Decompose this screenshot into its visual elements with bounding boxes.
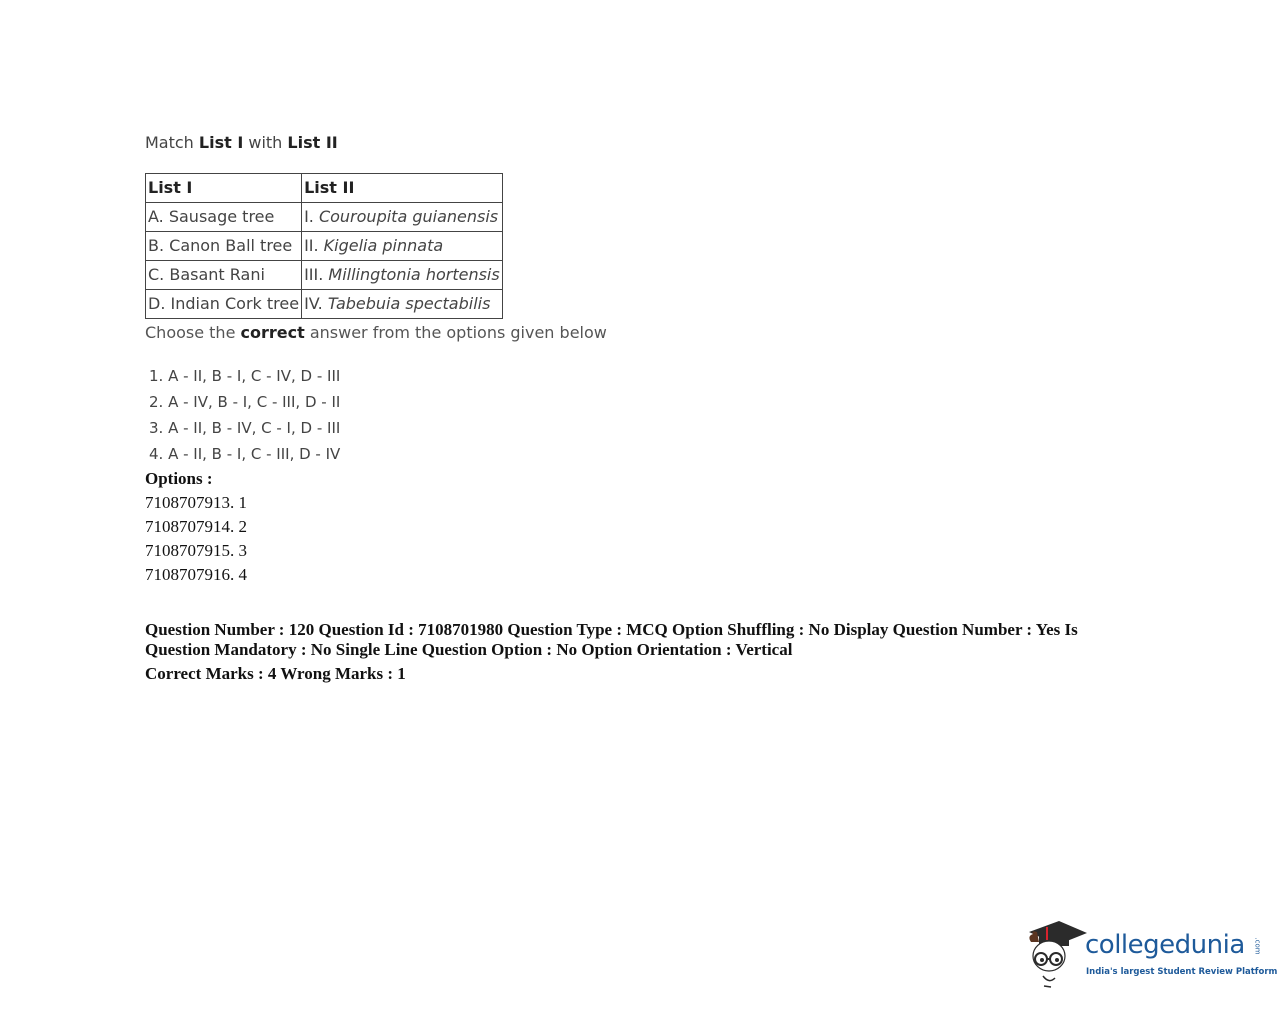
species-name: Couroupita guianensis [318, 207, 499, 226]
answer-list [149, 363, 745, 467]
roman-numeral: IV. [304, 294, 328, 313]
option-id-line: 7108707914. 2 [145, 517, 247, 536]
question-intro [145, 132, 745, 154]
table-row [146, 261, 503, 290]
table-cell-left: C. Basant Rani [146, 261, 302, 290]
logo-tagline: India's largest Student Review Platform [1086, 967, 1278, 977]
meta-line-2: Question Mandatory : No Single Line Question Option : No Option Orientation : Vertical [145, 640, 793, 659]
roman-numeral: III. [304, 265, 329, 284]
logo-wordmark: collegedunia [1085, 930, 1245, 960]
graduate-mascot-icon [1025, 918, 1087, 990]
intro-list2: List II [287, 133, 338, 152]
table-cell-left: A. Sausage tree [146, 203, 302, 232]
answer-item: 2. A - IV, B - I, C - III, D - II [149, 393, 341, 411]
roman-numeral: I. [304, 207, 319, 226]
table-cell-right [302, 261, 503, 290]
species-name: Tabebuia spectabilis [327, 294, 491, 313]
table-cell-right [302, 203, 503, 232]
intro-prefix: Match [145, 133, 199, 152]
options-heading: Options : [145, 469, 213, 488]
table-row [146, 232, 503, 261]
intro-list1: List I [198, 133, 244, 152]
table-cell-left: D. Indian Cork tree [146, 290, 302, 319]
logo-dotcom: .com [1253, 937, 1262, 955]
species-name: Kigelia pinnata [323, 236, 444, 255]
option-id-line: 7108707916. 4 [145, 565, 247, 584]
answer-item: 1. A - II, B - I, C - IV, D - III [149, 367, 341, 385]
marks-line: Correct Marks : 4 Wrong Marks : 1 [145, 664, 406, 683]
table-row [146, 290, 503, 319]
choose-suffix: answer from the options given below [304, 323, 607, 342]
choose-prefix: Choose the [145, 323, 241, 342]
table-cell-right [302, 290, 503, 319]
table-row [146, 203, 503, 232]
table-header-row [146, 174, 503, 203]
options-section [145, 467, 745, 587]
meta-line-1: Question Number : 120 Question Id : 7108701980 Question Type : MCQ Option Shuffling : No Display Question Number : Yes Is [145, 620, 1078, 639]
collegedunia-logo [1025, 918, 1278, 988]
table-header-list1: List I [146, 174, 302, 203]
match-table [145, 173, 503, 319]
choose-bold: correct [240, 323, 305, 342]
species-name: Millingtonia hortensis [328, 265, 500, 284]
answer-item: 3. A - II, B - IV, C - I, D - III [149, 419, 341, 437]
option-id-line: 7108707913. 1 [145, 493, 247, 512]
roman-numeral: II. [304, 236, 324, 255]
table-header-list2: List II [302, 174, 503, 203]
table-cell-left: B. Canon Ball tree [146, 232, 302, 261]
choose-instruction [145, 322, 745, 344]
answer-item: 4. A - II, B - I, C - III, D - IV [149, 445, 341, 463]
question-metadata [145, 620, 1125, 684]
option-id-line: 7108707915. 3 [145, 541, 247, 560]
question-block [145, 132, 745, 587]
intro-mid: with [243, 133, 288, 152]
table-cell-right [302, 232, 503, 261]
